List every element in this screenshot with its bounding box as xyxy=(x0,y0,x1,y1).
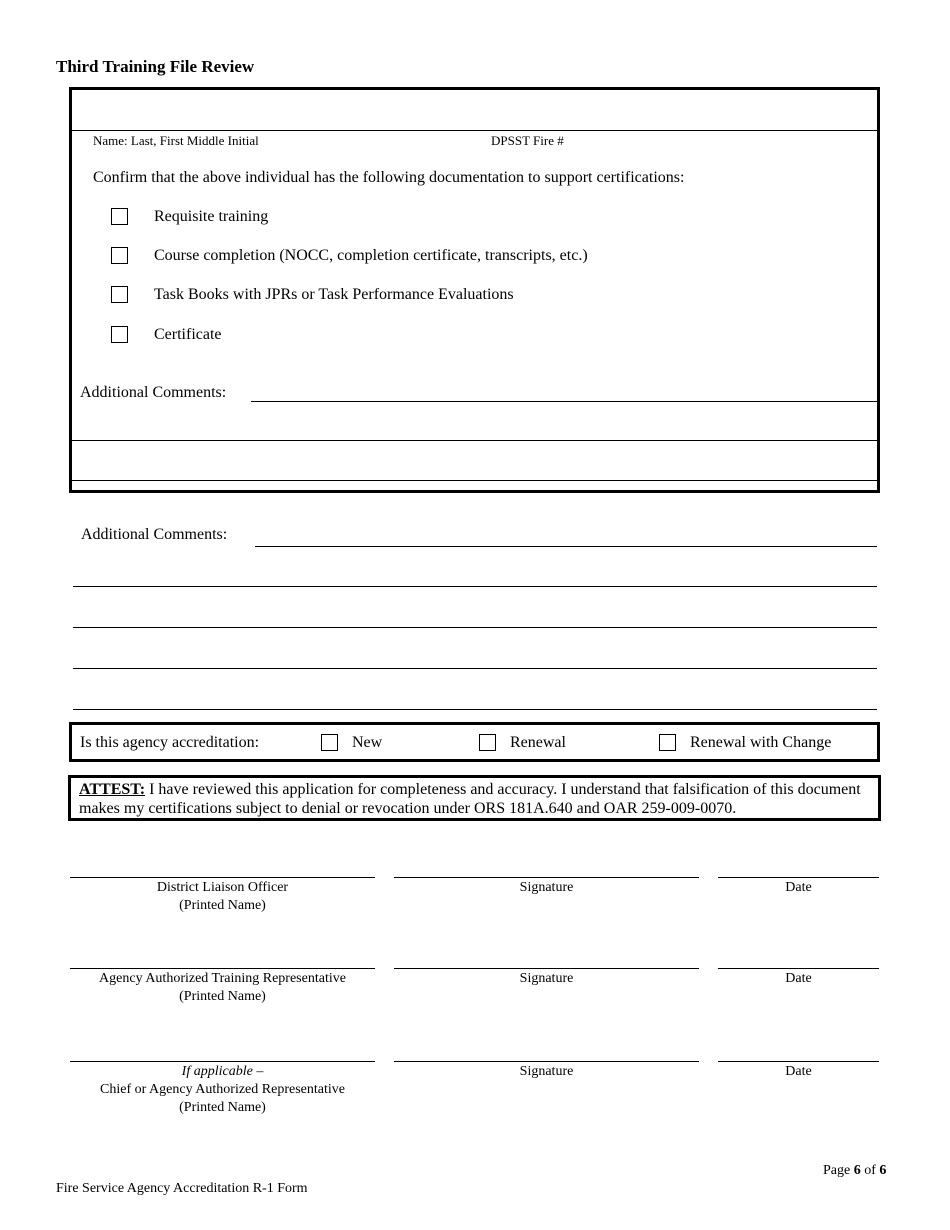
accreditation-question: Is this agency accreditation: xyxy=(80,734,260,751)
name-label: Name: Last, First Middle Initial xyxy=(93,133,259,148)
new-label: New xyxy=(352,734,383,751)
dpsst-label: DPSST Fire # xyxy=(491,133,564,148)
name-entry-line xyxy=(72,130,877,131)
review-comments-line-1[interactable] xyxy=(251,401,877,402)
training-rep-printed-name: (Printed Name) xyxy=(179,989,266,1004)
chief-date-line[interactable] xyxy=(718,1061,879,1062)
requisite-training-label: Requisite training xyxy=(154,208,269,225)
training-rep-signature-line[interactable] xyxy=(394,968,699,969)
review-comments-line-3[interactable] xyxy=(72,480,877,481)
training-rep-signature-caption: Signature xyxy=(519,971,574,986)
comments-line-1[interactable] xyxy=(255,546,877,547)
course-completion-checkbox[interactable] xyxy=(111,247,128,264)
chief-date-caption: Date xyxy=(785,1064,812,1079)
attest-text: I have reviewed this application for completeness and accuracy. I understand that falsification of this document makes my certifications subject to denial or revocation under ORS 181A.640 and OAR 259-009-0070. xyxy=(79,781,861,817)
additional-comments-label: Additional Comments: xyxy=(81,526,228,543)
liaison-name-caption xyxy=(70,879,375,915)
page-title: Third Training File Review xyxy=(56,57,255,76)
comments-line-4[interactable] xyxy=(73,668,877,669)
renewal-with-change-checkbox[interactable] xyxy=(659,734,676,751)
page-of: of xyxy=(864,1163,876,1178)
attest-box xyxy=(68,775,881,821)
accreditation-type-box xyxy=(69,722,880,762)
comments-line-5[interactable] xyxy=(73,709,877,710)
page-total: 6 xyxy=(879,1163,887,1178)
page-prefix: Page xyxy=(823,1163,851,1178)
review-comments-label: Additional Comments: xyxy=(80,384,227,401)
liaison-date-caption: Date xyxy=(785,880,812,895)
training-review-box xyxy=(69,87,880,493)
task-books-checkbox[interactable] xyxy=(111,286,128,303)
form-name: Fire Service Agency Accreditation R-1 Form xyxy=(56,1181,308,1196)
chief-signature-caption: Signature xyxy=(519,1064,574,1079)
liaison-signature-line[interactable] xyxy=(394,877,699,878)
chief-printed-name: (Printed Name) xyxy=(179,1100,266,1115)
training-rep-date-caption: Date xyxy=(785,971,812,986)
training-rep-name-caption xyxy=(70,970,375,1006)
renewal-with-change-label: Renewal with Change xyxy=(690,734,832,751)
attest-heading: ATTEST: xyxy=(79,781,146,798)
training-rep-date-line[interactable] xyxy=(718,968,879,969)
page-number xyxy=(823,1163,886,1179)
chief-name-line[interactable] xyxy=(70,1061,375,1062)
page-current: 6 xyxy=(853,1163,861,1178)
review-comments-line-2[interactable] xyxy=(72,440,877,441)
liaison-title: District Liaison Officer xyxy=(156,880,289,895)
chief-name-caption xyxy=(70,1063,375,1117)
liaison-name-line[interactable] xyxy=(70,877,375,878)
confirm-text: Confirm that the above individual has the following documentation to support certifications: xyxy=(93,169,685,186)
comments-line-2[interactable] xyxy=(73,586,877,587)
training-rep-title: Agency Authorized Training Representative xyxy=(99,971,346,986)
new-checkbox[interactable] xyxy=(321,734,338,751)
comments-line-3[interactable] xyxy=(73,627,877,628)
training-rep-name-line[interactable] xyxy=(70,968,375,969)
task-books-label: Task Books with JPRs or Task Performance Evaluations xyxy=(154,286,514,303)
chief-title: Chief or Agency Authorized Representative xyxy=(100,1082,345,1097)
renewal-checkbox[interactable] xyxy=(479,734,496,751)
attest-statement xyxy=(79,780,871,818)
liaison-printed-name: (Printed Name) xyxy=(179,898,266,913)
liaison-signature-caption: Signature xyxy=(519,880,574,895)
certificate-checkbox[interactable] xyxy=(111,326,128,343)
requisite-training-checkbox[interactable] xyxy=(111,208,128,225)
certificate-label: Certificate xyxy=(154,326,222,343)
course-completion-label: Course completion (NOCC, completion certificate, transcripts, etc.) xyxy=(154,247,588,264)
chief-if-applicable: If applicable – xyxy=(181,1064,264,1079)
renewal-label: Renewal xyxy=(510,734,566,751)
chief-signature-line[interactable] xyxy=(394,1061,699,1062)
liaison-date-line[interactable] xyxy=(718,877,879,878)
